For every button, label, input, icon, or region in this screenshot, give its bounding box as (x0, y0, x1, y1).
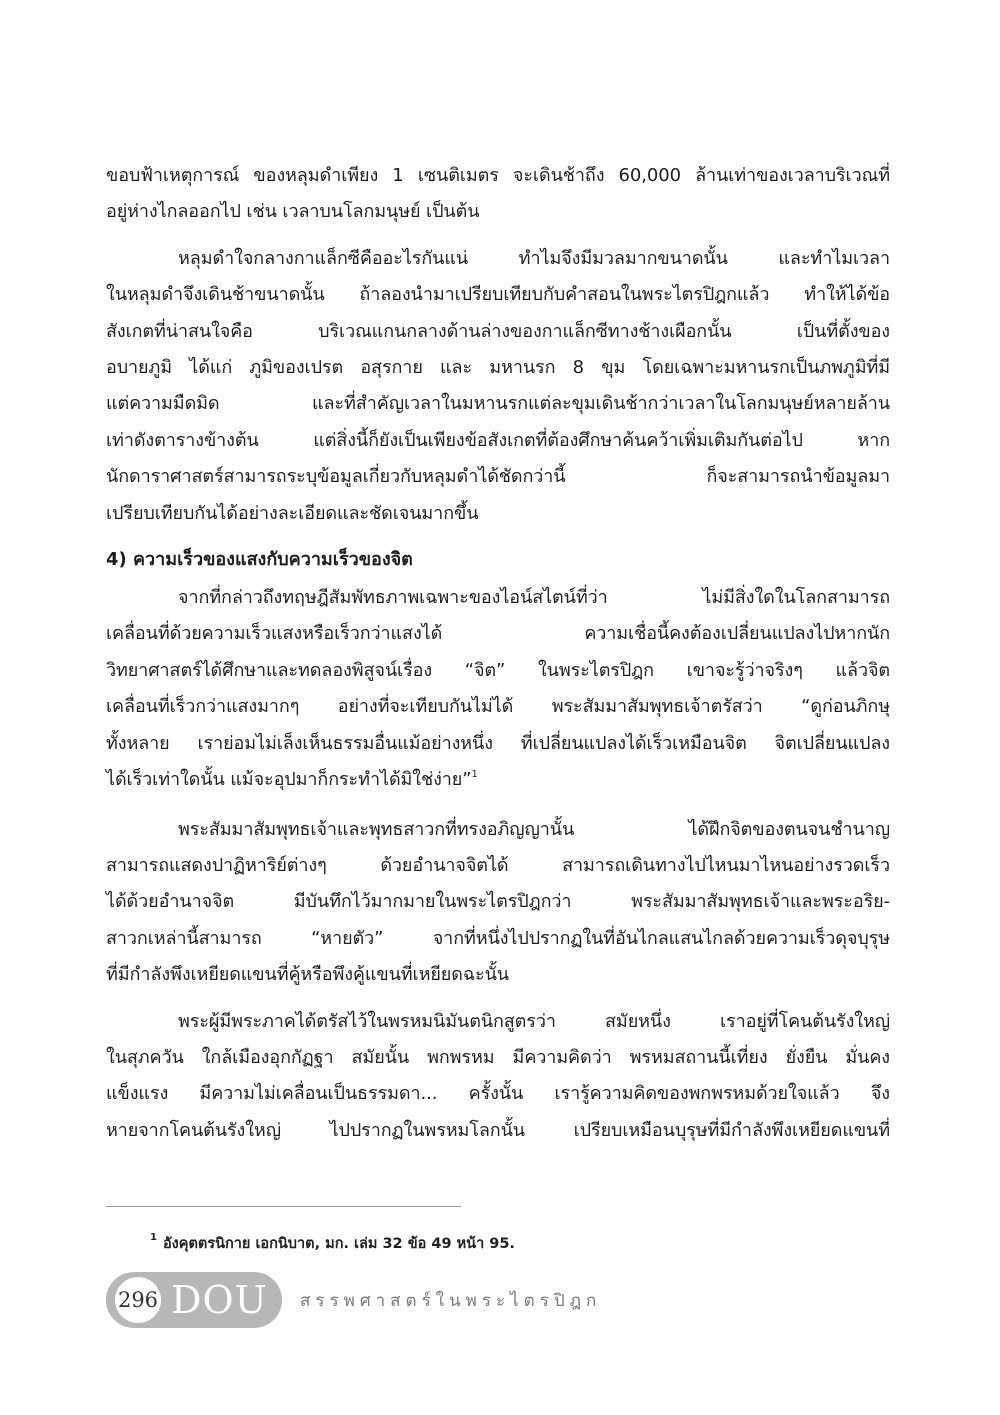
text-line: วิทยาศาสตร์ได้ศึกษาและทดลองพิสูจน์เรื่อง “จิต” ในพระไตรปิฎก เขาจะรู้ว่าจริงๆ แล้วจิต (106, 659, 890, 681)
text-line: จากที่กล่าวถึงทฤษฎีสัมพัทธภาพเฉพาะของไอน์สไตน์ที่ว่า ไม่มีสิ่งใดในโลกสามารถ (178, 587, 890, 609)
footnote-text: อังคุตตรนิกาย เอกนิบาต, มก. เล่ม 32 ข้อ 49 หน้า 95. (162, 1236, 515, 1252)
body-text (106, 158, 890, 1159)
text-line: พระผู้มีพระภาคได้ตรัสไว้ในพรหมนิมันตนิกสูตรว่า สมัยหนึ่ง เราอยู่ที่โคนต้นรังใหญ่ (178, 1010, 890, 1032)
org-logo-text: DOU (171, 1278, 268, 1322)
text-line: ที่มีกำลังพึงเหยียดแขนที่คู้หรือพึงคู้แขนที่เหยียดฉะนั้น (106, 964, 509, 986)
text-line: แข็งแรง มีความไม่เคลื่อนเป็นธรรมดา... ครั้งนั้น เรารู้ความคิดของพกพรหมด้วยใจแล้ว จึง (106, 1083, 890, 1105)
text-line: เคลื่อนที่ด้วยความเร็วแสงหรือเร็วกว่าแสงได้ ความเชื่อนี้คงต้องเปลี่ยนแปลงไปหากนัก (106, 623, 890, 645)
text-line: ในสุภควัน ใกล้เมืองอุกกัฏฐา สมัยนั้น พกพรหม มีความคิดว่า พรหมสถานนี้เที่ยง ยั่งยืน มั่นคง (106, 1046, 890, 1068)
text-line: เท่าดังตารางข้างต้น แต่สิ่งนี้ก็ยังเป็นเพียงข้อสังเกตที่ต้องศึกษาค้นคว้าเพิ่มเติมกันต่อไป หาก (106, 429, 890, 451)
footer-badge (106, 1272, 282, 1328)
footnote-reference[interactable]: 1 (471, 769, 478, 781)
text-line: ขอบฟ้าเหตุการณ์ ของหลุมดำเพียง 1 เซนติเมตร จะเดินช้าถึง 60,000 ล้านเท่าของเวลาบริเวณที่ (106, 165, 890, 186)
text-line: เคลื่อนที่เร็วกว่าแสงมากๆ อย่างที่จะเทียบกันไม่ได้ พระสัมมาสัมพุทธเจ้าตรัสว่า “ดูก่อนภิกษุ (106, 696, 890, 718)
text-line: พระสัมมาสัมพุทธเจ้าและพุทธสาวกที่ทรงอภิญญานั้น ได้ฝึกจิตของตนจนชำนาญ (178, 818, 890, 840)
text-line: เปรียบเทียบกันได้อย่างละเอียดและชัดเจนมากขึ้น (106, 502, 479, 524)
page-footer (106, 1268, 601, 1332)
text-line: สาวกเหล่านี้สามารถ “หายตัว” จากที่หนึ่งไปปรากฏในที่อันไกลแสนไกลด้วยความเร็วดุจบุรุษ (106, 927, 890, 949)
text-line: อยู่ห่างไกลออกไป เช่น เวลาบนโลกมนุษย์ เป็นต้น (106, 201, 480, 223)
paragraph-1 (106, 158, 890, 231)
paragraph-3 (106, 580, 890, 801)
text-line-with-ref (106, 762, 890, 801)
text-line: ทั้งหลาย เราย่อมไม่เล็งเห็นธรรมอื่นแม้อย่างหนึ่ง ที่เปลี่ยนแปลงได้เร็วเหมือนจิต จิตเปลี่ยนแปลง (106, 732, 890, 754)
text-line: แต่ความมืดมิด และที่สำคัญเวลาในมหานรกแต่ละขุมเดินช้ากว่าเวลาในโลกมนุษย์หลายล้าน (106, 393, 890, 415)
text-line: อบายภูมิ ได้แก่ ภูมิของเปรต อสุรกาย และ มหานรก 8 ขุม โดยเฉพาะมหานรกเป็นภพภูมิที่มี (106, 357, 890, 379)
book-title: สรรพศาสตร์ในพระไตรปิฎก (300, 1290, 602, 1311)
paragraph-5 (106, 1004, 890, 1150)
text-line: หายจากโคนต้นรังใหญ่ ไปปรากฏในพรหมโลกนั้น เปรียบเหมือนบุรุษที่มีกำลังพึงเหยียดแขนที่ (106, 1119, 890, 1141)
footnote-divider (106, 1206, 461, 1207)
section-heading: 4) ความเร็วของแสงกับความเร็วของจิต (106, 549, 413, 571)
text-line: ได้ด้วยอำนาจจิต มีบันทึกไว้มากมายในพระไตรปิฎกว่า พระสัมมาสัมพุทธเจ้าและพระอริย- (106, 891, 890, 913)
footnote-marker: 1 (150, 1232, 157, 1244)
paragraph-4 (106, 812, 890, 994)
text-line: ในหลุมดำจึงเดินช้าขนาดนั้น ถ้าลองนำมาเปรียบเทียบกับคำสอนในพระไตรปิฎกแล้ว ทำให้ได้ข้อ (106, 284, 890, 306)
page-number: 296 (115, 1277, 161, 1323)
text-line: หลุมดำใจกลางกาแล็กซีคืออะไรกันแน่ ทำไมจึงมีมวลมากขนาดนั้น และทำไมเวลา (178, 247, 890, 269)
paragraph-2 (106, 241, 890, 532)
text-line: สามารถแสดงปาฏิหาริย์ต่างๆ ด้วยอำนาจจิตได้ สามารถเดินทางไปไหนมาไหนอย่างรวดเร็ว (106, 854, 890, 876)
text-line: นักดาราศาสตร์สามารถระบุข้อมูลเกี่ยวกับหลุมดำได้ชัดกว่านี้ ก็จะสามารถนำข้อมูลมา (106, 466, 890, 488)
footnote (150, 1232, 515, 1255)
text-line: สังเกตที่น่าสนใจคือ บริเวณแกนกลางด้านล่างของกาแล็กซีทางช้างเผือกนั้น เป็นที่ตั้งของ (106, 320, 890, 342)
text-line: ได้เร็วเท่าใดนั้น แม้จะอุปมาก็กระทำได้มิใช่ง่าย” (106, 769, 472, 791)
